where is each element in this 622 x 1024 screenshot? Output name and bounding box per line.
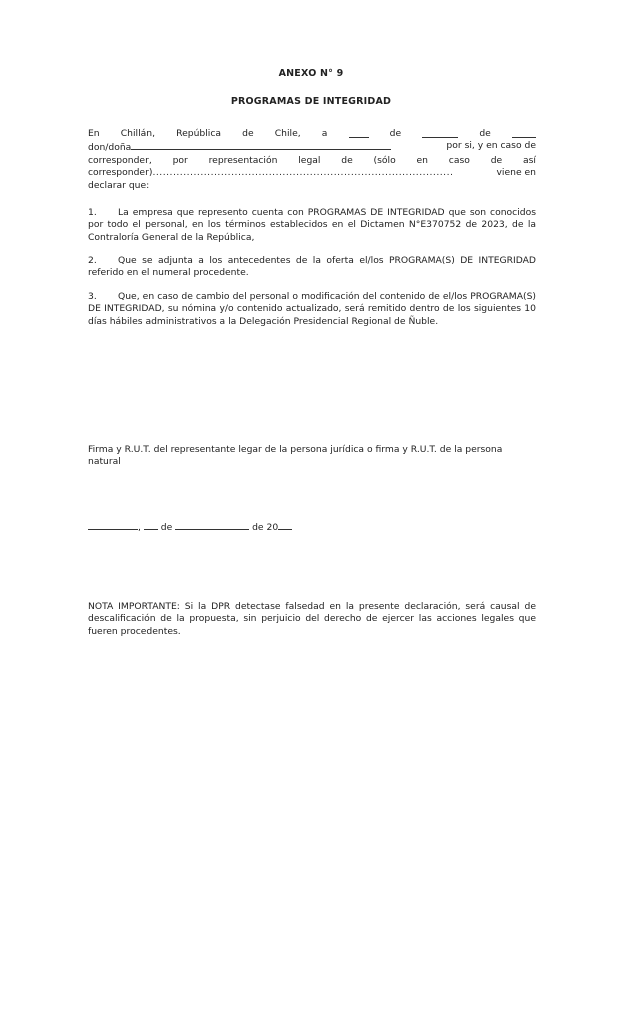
intro-word: de xyxy=(490,154,503,166)
intro-word: de xyxy=(389,128,402,139)
item-3 xyxy=(88,291,536,328)
date-de: de xyxy=(160,522,173,533)
date-separator: , xyxy=(138,522,141,533)
intro-word: así xyxy=(522,154,536,166)
intro-word: Chile, xyxy=(274,128,301,139)
date-line xyxy=(88,520,292,533)
item-text: Que se adjunta a los antecedentes de la oferta el/los PROGRAMA(S) DE INTEGRIDAD referido en el numeral procedente. xyxy=(88,255,536,279)
intro-word: En xyxy=(88,128,100,139)
intro-line-5: declarar que: xyxy=(88,179,150,191)
intro-word: caso xyxy=(448,154,470,166)
intro-word: legal xyxy=(298,154,321,166)
day-blank[interactable] xyxy=(349,128,369,138)
item-1 xyxy=(88,207,536,244)
intro-text: corresponder) xyxy=(88,167,153,179)
important-note: NOTA IMPORTANTE: Si la DPR detectase falsedad en la presente declaración, será causal de descalificación de la propuesta, sin perjuicio del derecho de ejercer las acciones legales que fueren procedentes. xyxy=(88,601,536,637)
don-dona-label: don/doña xyxy=(88,142,132,154)
item-text: La empresa que represento cuenta con PROGRAMAS DE INTEGRIDAD que son conocidos por todo el personal, en los términos establecidos en el Dictamen N°E370752 de 2023, de la Contraloría General de la República, xyxy=(88,207,536,243)
date-year-blank[interactable] xyxy=(278,520,292,530)
item-number: 3. xyxy=(88,291,97,302)
signature-label: Firma y R.U.T. del representante legar de la persona jurídica o firma y R.U.T. de la persona natural xyxy=(88,444,503,468)
intro-word: corresponder, xyxy=(88,154,152,166)
intro-line-1 xyxy=(88,128,536,140)
intro-line-4 xyxy=(88,167,536,179)
intro-word: en xyxy=(416,154,428,166)
place-blank[interactable] xyxy=(88,520,138,530)
intro-word: por xyxy=(172,154,188,166)
intro-text: viene en xyxy=(496,167,536,179)
month-blank[interactable] xyxy=(422,128,458,138)
item-text: Que, en caso de cambio del personal o modificación del contenido de el/los PROGRAMA(S) DE INTEGRIDAD, su nómina y/o contenido actualizado, será remitido dentro de los siguientes 10 días hábiles administrativos a la Delegación Presidencial Regional de Ñuble. xyxy=(88,291,536,327)
intro-text: por si, y en caso de xyxy=(446,140,536,152)
intro-word: a xyxy=(321,128,328,139)
item-number: 1. xyxy=(88,207,97,218)
year-blank[interactable] xyxy=(512,128,536,138)
intro-line-2 xyxy=(88,140,536,154)
intro-word: Chillán, xyxy=(120,128,156,139)
date-year-prefix: de 20 xyxy=(252,522,279,533)
name-blank[interactable] xyxy=(131,140,391,150)
intro-word: de xyxy=(479,128,491,139)
date-day-blank[interactable] xyxy=(144,520,158,530)
date-month-blank[interactable] xyxy=(175,520,249,530)
item-2 xyxy=(88,255,536,280)
annex-title: ANEXO N° 9 xyxy=(278,68,344,79)
intro-word: de xyxy=(341,154,353,166)
representation-dotted-blank[interactable]: ........................................................................................ xyxy=(152,167,454,179)
intro-word: representación xyxy=(208,154,278,166)
intro-word: (sólo xyxy=(373,154,396,166)
intro-paragraph xyxy=(88,128,536,192)
item-number: 2. xyxy=(88,255,97,266)
intro-word: República xyxy=(176,128,222,139)
annex-subtitle: PROGRAMAS DE INTEGRIDAD xyxy=(230,96,392,107)
intro-word: de xyxy=(242,128,254,139)
intro-line-3 xyxy=(88,155,536,167)
